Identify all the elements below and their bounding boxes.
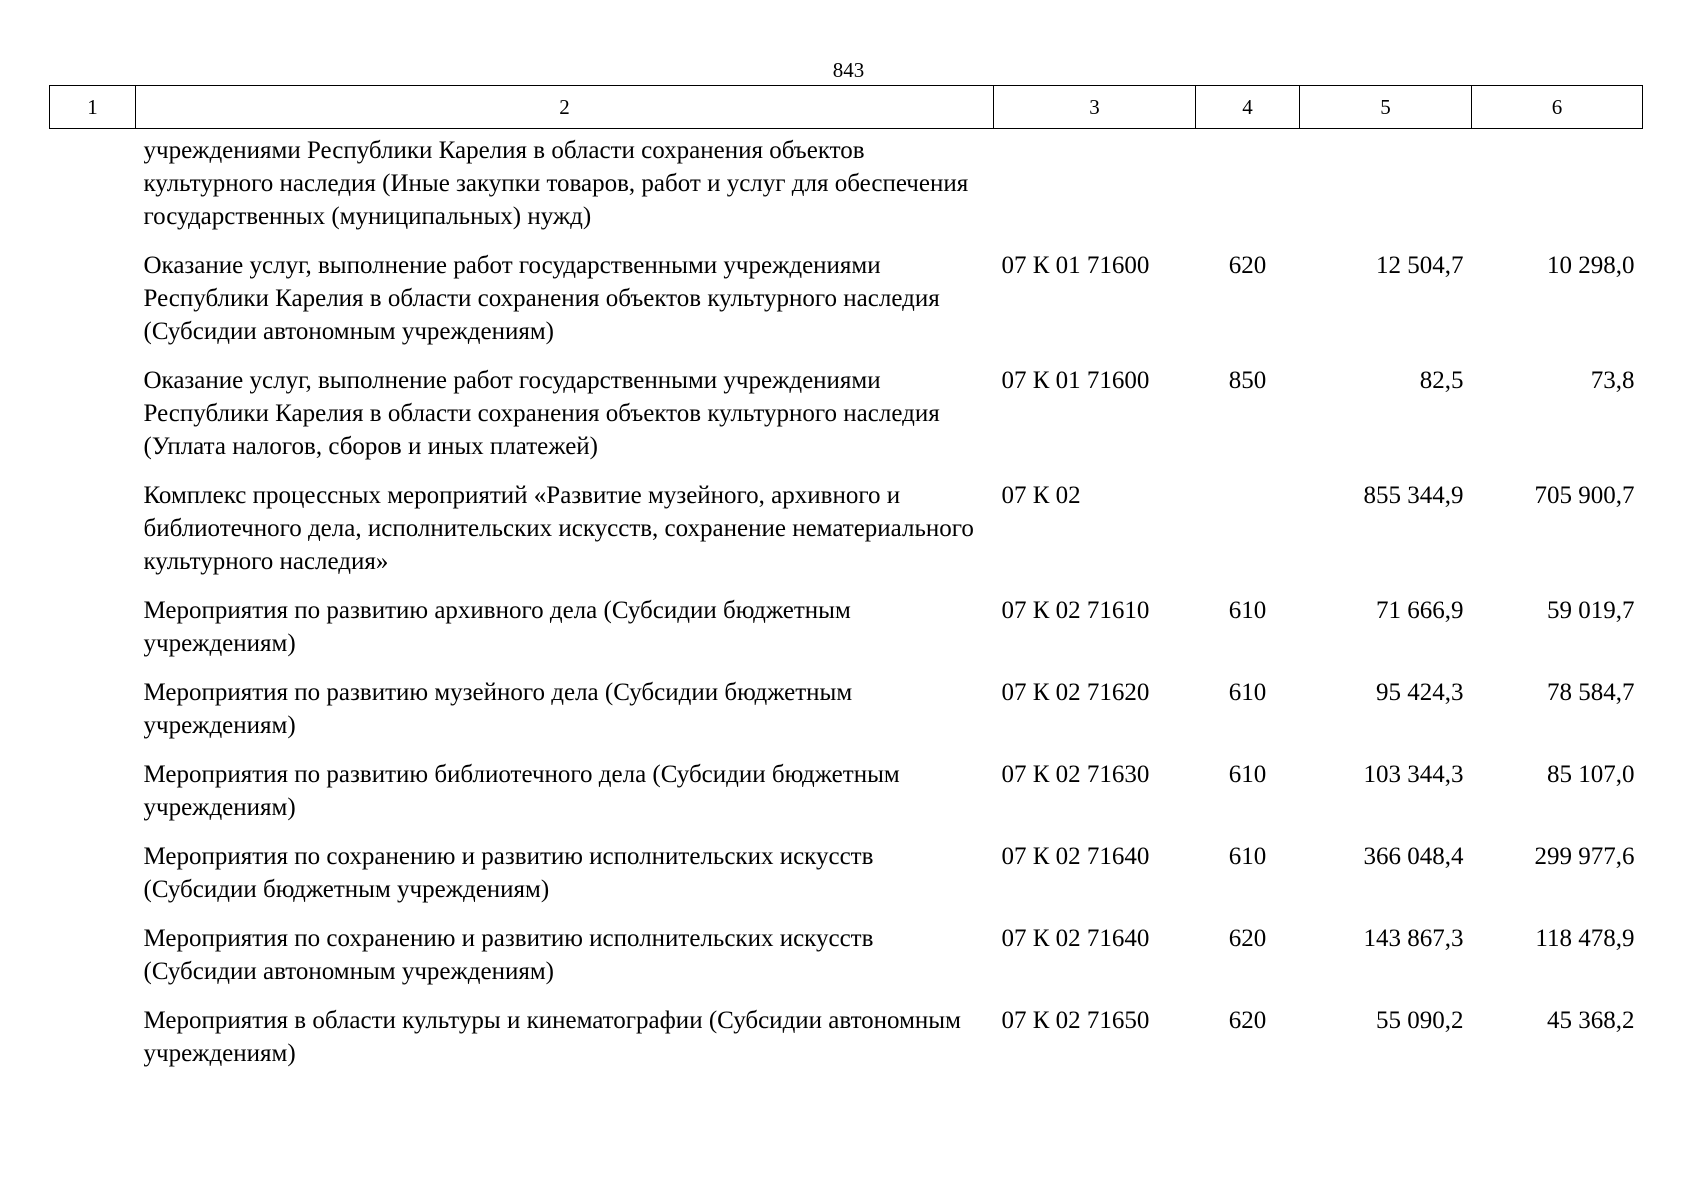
row-sum-year-2: 705 900,7 (1534, 482, 1635, 509)
row-code: 07 К 02 (1001, 482, 1081, 509)
row-sum-year-1: 103 344,3 (1363, 761, 1464, 788)
budget-table (49, 85, 1643, 1086)
table-row (50, 364, 1643, 479)
row-spacer-cell (50, 676, 136, 758)
row-sum-year-2: 299 977,6 (1534, 843, 1635, 870)
row-name: Оказание услуг, выполнение работ государственными учреждениями Республики Карелия в области сохранения объектов культурного наследия (Субсидии автономным учреждениям) (143, 252, 940, 345)
row-code: 07 К 02 71620 (1001, 679, 1150, 706)
row-expense-type (1196, 129, 1300, 250)
column-header-6: 6 (1472, 86, 1643, 129)
row-expense-type (1196, 479, 1300, 594)
row-name: Комплекс процессных мероприятий «Развитие музейного, архивного и библиотечного дела, исполнительских искусств, сохранение нематериального культурного наследия» (143, 482, 974, 575)
row-code: 07 К 01 71600 (1001, 367, 1150, 394)
row-spacer-cell (50, 594, 136, 676)
row-name: Мероприятия в области культуры и кинематографии (Субсидии автономным учреждениям) (143, 1007, 961, 1067)
table-row (50, 922, 1643, 1004)
row-sum-year-2: 73,8 (1590, 367, 1635, 394)
row-sum-year-1: 71 666,9 (1376, 597, 1464, 624)
table-row (50, 1004, 1643, 1086)
row-expense-type: 620 (1228, 1007, 1267, 1034)
row-sum-year-2: 85 107,0 (1547, 761, 1635, 788)
row-sum-year-2: 59 019,7 (1547, 597, 1635, 624)
row-sum-year-2: 10 298,0 (1547, 252, 1635, 279)
column-header-2: 2 (136, 86, 994, 129)
row-sum-year-1: 12 504,7 (1376, 252, 1464, 279)
row-expense-type: 620 (1228, 925, 1267, 952)
row-name: Мероприятия по сохранению и развитию исполнительских искусств (Субсидии бюджетным учреждениям) (143, 843, 874, 903)
row-expense-type: 620 (1228, 252, 1267, 279)
row-name: Мероприятия по развитию музейного дела (Субсидии бюджетным учреждениям) (143, 679, 853, 739)
row-sum-year-1: 95 424,3 (1376, 679, 1464, 706)
row-code: 07 К 02 71640 (1001, 843, 1150, 870)
table-row (50, 594, 1643, 676)
row-spacer-cell (50, 922, 136, 1004)
row-code (994, 129, 1196, 250)
table-row (50, 249, 1643, 364)
row-sum-year-2 (1472, 129, 1643, 250)
row-name: Мероприятия по сохранению и развитию исполнительских искусств (Субсидии автономным учреждениям) (143, 925, 874, 985)
row-code: 07 К 02 71640 (1001, 925, 1150, 952)
row-spacer-cell (50, 364, 136, 479)
row-code: 07 К 01 71600 (1001, 252, 1150, 279)
row-sum-year-2: 118 478,9 (1535, 925, 1635, 952)
row-expense-type: 610 (1228, 679, 1267, 706)
table-row (50, 129, 1643, 250)
row-sum-year-1 (1300, 129, 1472, 250)
row-name: Мероприятия по развитию библиотечного дела (Субсидии бюджетным учреждениям) (143, 761, 900, 821)
table-row (50, 840, 1643, 922)
column-header-4: 4 (1196, 86, 1300, 129)
row-name: Оказание услуг, выполнение работ государственными учреждениями Республики Карелия в области сохранения объектов культурного наследия (Уплата налогов, сборов и иных платежей) (143, 367, 940, 460)
row-expense-type: 610 (1228, 597, 1267, 624)
row-code: 07 К 02 71610 (1001, 597, 1150, 624)
row-sum-year-1: 366 048,4 (1363, 843, 1464, 870)
row-name: учреждениями Республики Карелия в области сохранения объектов культурного наследия (Иные закупки товаров, работ и услуг для обеспечения государственных (муниципальных) нужд) (143, 137, 969, 230)
row-spacer-cell (50, 249, 136, 364)
row-spacer-cell (50, 758, 136, 840)
row-sum-year-1: 143 867,3 (1363, 925, 1464, 952)
column-header-3: 3 (994, 86, 1196, 129)
row-sum-year-1: 82,5 (1419, 367, 1464, 394)
row-expense-type: 610 (1228, 843, 1267, 870)
column-header-5: 5 (1300, 86, 1472, 129)
row-sum-year-2: 78 584,7 (1547, 679, 1635, 706)
table-row (50, 676, 1643, 758)
row-spacer-cell (50, 129, 136, 250)
row-expense-type: 850 (1228, 367, 1267, 394)
row-spacer-cell (50, 479, 136, 594)
row-sum-year-2: 45 368,2 (1547, 1007, 1635, 1034)
page-number: 843 (832, 58, 865, 82)
row-code: 07 К 02 71650 (1001, 1007, 1150, 1034)
row-name: Мероприятия по развитию архивного дела (Субсидии бюджетным учреждениям) (143, 597, 851, 657)
row-expense-type: 610 (1228, 761, 1267, 788)
row-spacer-cell (50, 840, 136, 922)
row-sum-year-1: 55 090,2 (1376, 1007, 1464, 1034)
row-code: 07 К 02 71630 (1001, 761, 1150, 788)
row-sum-year-1: 855 344,9 (1363, 482, 1464, 509)
row-spacer-cell (50, 1004, 136, 1086)
column-number-header-row (50, 86, 1643, 129)
table-row (50, 479, 1643, 594)
column-header-1: 1 (50, 86, 136, 129)
table-row (50, 758, 1643, 840)
